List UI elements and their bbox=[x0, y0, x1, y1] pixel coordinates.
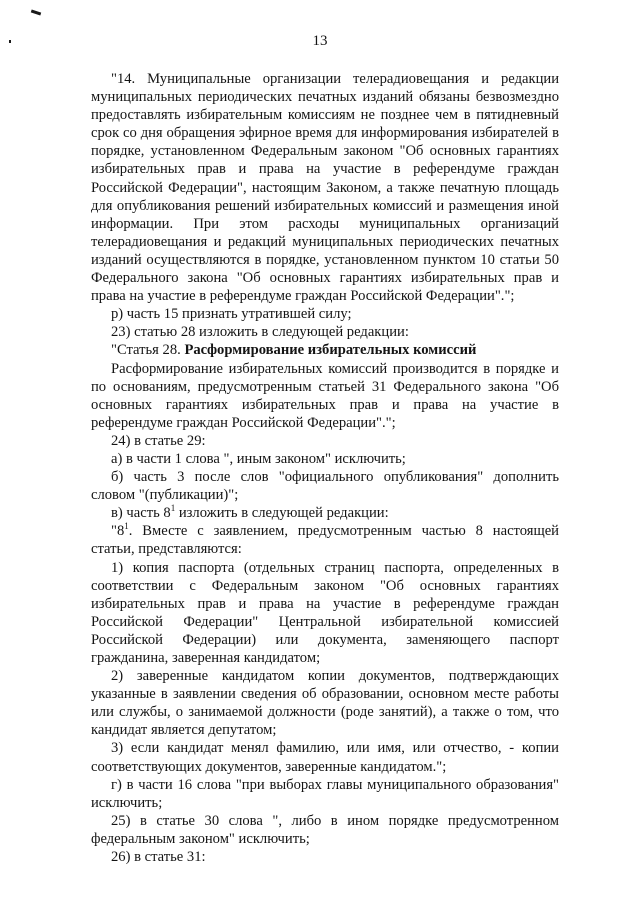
article-28-number: "Статья 28. bbox=[111, 342, 185, 359]
paragraph-item-26: 26) в статье 31: bbox=[111, 849, 206, 866]
superscript: 1 bbox=[124, 521, 129, 532]
paragraph-item-b: б) часть 3 после слов "официального опубликования" дополнить словом "(публикации)"; bbox=[91, 469, 559, 504]
article-28-title: Расформирование избирательных комиссий bbox=[184, 342, 477, 359]
paragraph-part-8-1 bbox=[91, 522, 559, 558]
document-body bbox=[91, 70, 559, 866]
paragraph-item-25: 25) в статье 30 слова ", либо в ином порядке предусмотренном федеральным законом" исключить; bbox=[91, 812, 559, 847]
paragraph-item-r: р) часть 15 признать утратившей силу; bbox=[111, 306, 352, 323]
paragraph-item-v bbox=[91, 504, 559, 522]
superscript: 1 bbox=[170, 503, 176, 514]
paragraph-list-3: 3) если кандидат менял фамилию, или имя, или отчество, - копии соответствующих документов, заверенные кандидатом."; bbox=[91, 740, 559, 775]
scan-artifact-mark bbox=[31, 10, 41, 16]
paragraph-list-2: 2) заверенные кандидатом копии документов, подтверждающих указанные в заявлении сведения об образовании, основном месте работы или службы, о занимаемой должности (роде занятий), а также о том, что кандидат является депутатом; bbox=[91, 668, 559, 739]
paragraph-item-g: г) в части 16 слова "при выборах главы муниципального образования" исключить; bbox=[91, 776, 559, 811]
article-28-heading bbox=[91, 341, 559, 359]
paragraph-item-23: 23) статью 28 изложить в следующей редакции: bbox=[111, 324, 409, 341]
item-v-text: в) часть 8 bbox=[111, 505, 171, 522]
paragraph-item-a: а) в части 1 слова ", иным законом" исключить; bbox=[111, 450, 406, 467]
page-number: 13 bbox=[312, 33, 328, 49]
item-v-text-rest: изложить в следующей редакции: bbox=[175, 505, 389, 522]
paragraph-article-28-text: Расформирование избирательных комиссий производится в порядке и по основаниям, предусмотренным статьей 31 Федерального закона "Об основных гарантиях избирательных прав и права на участие в референдуме граждан Российской Федерации"."; bbox=[91, 360, 559, 431]
paragraph-item-24: 24) в статье 29: bbox=[111, 432, 206, 449]
paragraph-list-1: 1) копия паспорта (отдельных страниц паспорта, определенных в соответствии с Федеральным законом "Об основных гарантиях избирательных прав и права на участие в референдуме граждан Российской Федерации" Центральной избирательной комиссией Российской Федерации) или документа, заменяющего паспорт гражданина, заверенная кандидатом; bbox=[91, 559, 559, 666]
paragraph-clause-14: "14. Муниципальные организации телерадиовещания и редакции муниципальных периодических печатных изданий обязаны безвозмездно предоставлять избирательным комиссиям не позднее чем в пятидневный срок со дня обращения эфирное время для информирования избирателей в порядке, установленном Федеральным законом "Об основных гарантиях избирательных прав и права на участие в референдуме граждан Российской Федерации", настоящим Законом, а также печатную площадь для опубликования решений избирательных комиссий и размещения иной информации. При этом расходы муниципальных организаций телерадиовещания и редакций муниципальных периодических печатных изданий осуществляются в порядке, установленном пунктом 10 статьи 50 Федерального закона "Об основных гарантиях избирательных прав и права на участие в референдуме граждан Российской Федерации"."; bbox=[91, 71, 559, 305]
part-8-1-text: . Вместе с заявлением, предусмотренным частью 8 настоящей статьи, представляются: bbox=[91, 523, 559, 558]
part-8-1-number: "8 bbox=[111, 523, 125, 540]
